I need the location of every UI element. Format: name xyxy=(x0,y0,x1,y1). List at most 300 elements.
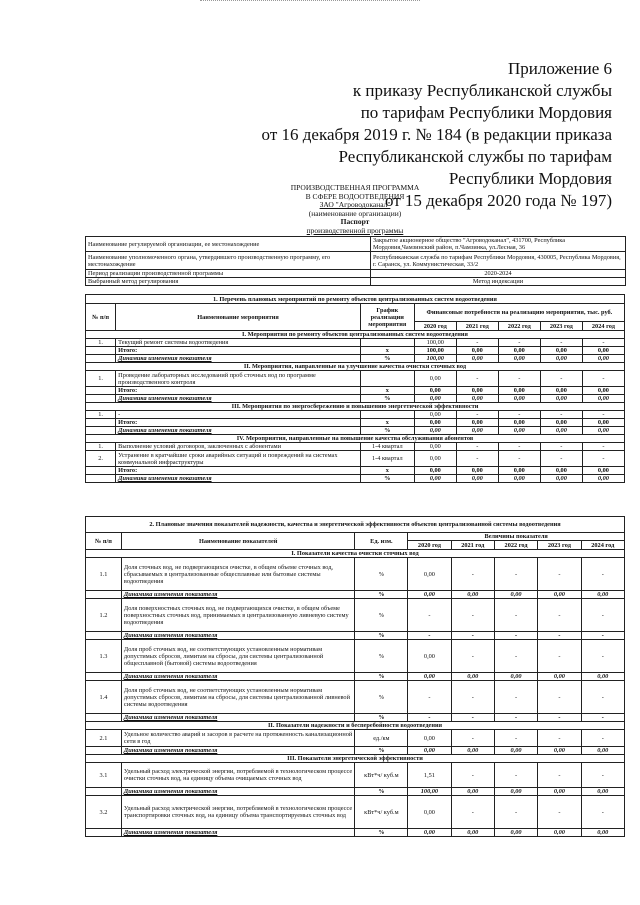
row-value: 0,00 xyxy=(540,475,582,483)
row-value: 0,00 xyxy=(451,591,494,599)
passport-subtitle: производственной программы xyxy=(306,225,404,235)
table-row xyxy=(86,673,625,681)
row-schedule: 1-4 квартал xyxy=(360,451,414,467)
row-name: Динамика изменения показателя xyxy=(121,747,355,755)
row-number xyxy=(86,714,122,722)
row-value: 100,00 xyxy=(414,355,456,363)
table-row xyxy=(86,451,625,467)
row-value: - xyxy=(581,730,624,747)
row-value: - xyxy=(582,411,624,419)
section-row xyxy=(86,403,625,411)
row-value: 1,51 xyxy=(408,763,451,788)
table-row xyxy=(86,427,625,435)
section-title: II. Мероприятия, направленные на улучшение качества очистки сточных вод xyxy=(86,363,625,371)
table-row xyxy=(86,599,625,632)
row-name: Проведение лабораторных исследований проб сточных вод по программе производственного контроля xyxy=(116,371,361,387)
row-schedule xyxy=(360,339,414,347)
row-unit: % xyxy=(355,714,408,722)
section-row xyxy=(86,363,625,371)
row-value: - xyxy=(538,796,581,829)
row-name: Итого: xyxy=(116,419,361,427)
row-number xyxy=(86,788,122,796)
passport-row xyxy=(86,252,626,270)
row-value: 0,00 xyxy=(582,475,624,483)
row-schedule: x xyxy=(360,347,414,355)
row-value: 0,00 xyxy=(498,387,540,395)
row-value: - xyxy=(451,730,494,747)
passport-label: Наименование регулируемой организации, ее местонахождение xyxy=(86,237,371,252)
year-header: 2023 год xyxy=(540,322,582,331)
row-value: - xyxy=(540,451,582,467)
row-number xyxy=(86,387,116,395)
row-value: - xyxy=(451,640,494,673)
appendix-line: Приложение 6 xyxy=(508,59,612,78)
passport-label: Наименование уполномоченного органа, утвердившего производственную программу, его местонахождение xyxy=(86,252,371,270)
row-name: Динамика изменения показателя xyxy=(121,788,355,796)
row-schedule: x xyxy=(360,387,414,395)
row-value: 0,00 xyxy=(456,419,498,427)
row-value: 0,00 xyxy=(456,475,498,483)
row-value: - xyxy=(581,796,624,829)
row-value: - xyxy=(456,443,498,451)
row-name: Динамика изменения показателя xyxy=(121,632,355,640)
section-row xyxy=(86,755,625,763)
row-schedule xyxy=(360,411,414,419)
passport-value: Республиканская служба по тарифам Республики Мордовия, 430005, Республика Мордовия, г. Саранск, ул. Коммунистическая, 33/2 xyxy=(371,252,626,270)
row-name: Удельное количество аварий и засоров в расчете на протяженность канализационной сети в год xyxy=(121,730,355,747)
row-value: - xyxy=(540,339,582,347)
row-unit: кВт*ч/ куб.м xyxy=(355,763,408,788)
row-number: 1. xyxy=(86,443,116,451)
row-value: - xyxy=(494,714,537,722)
row-number xyxy=(86,427,116,435)
row-value: 0,00 xyxy=(498,475,540,483)
row-number: 1.3 xyxy=(86,640,122,673)
table-row xyxy=(86,475,625,483)
row-value: 0,00 xyxy=(408,730,451,747)
passport-label: Период реализации производственной программы xyxy=(86,270,371,278)
row-value: - xyxy=(581,681,624,714)
passport-row xyxy=(86,278,626,286)
row-value: - xyxy=(451,632,494,640)
row-value: 0,00 xyxy=(582,347,624,355)
row-unit: кВт*ч/ куб.м xyxy=(355,796,408,829)
table-row xyxy=(86,371,625,387)
indicators-table xyxy=(85,516,625,837)
row-number xyxy=(86,475,116,483)
row-value: - xyxy=(538,681,581,714)
row-number xyxy=(86,419,116,427)
row-name: Доля проб сточных вод, не соответствующих установленным нормативам допустимых сбросов, лимитам на сбросы, для системы централизованной общесплавной (бытовой) системы водоотведения xyxy=(121,640,355,673)
row-value: 0,00 xyxy=(538,591,581,599)
row-value: 0,00 xyxy=(408,796,451,829)
row-value: 100,00 xyxy=(414,347,456,355)
row-name: Динамика изменения показателя xyxy=(116,395,361,403)
row-value: 0,00 xyxy=(540,355,582,363)
column-header: № п/п xyxy=(86,304,116,331)
row-value: - xyxy=(408,599,451,632)
row-value: 0,00 xyxy=(498,395,540,403)
row-number: 3.1 xyxy=(86,763,122,788)
row-value: - xyxy=(538,730,581,747)
row-value: - xyxy=(538,558,581,591)
row-value: 0,00 xyxy=(456,395,498,403)
row-value: - xyxy=(494,640,537,673)
row-value: 0,00 xyxy=(408,640,451,673)
passport-table xyxy=(85,236,626,286)
row-number xyxy=(86,591,122,599)
table-title: 1. Перечень плановых мероприятий по ремонту объектов централизованных систем водоотведения xyxy=(86,295,625,304)
row-number: 1. xyxy=(86,371,116,387)
passport-value: Метод индексации xyxy=(371,278,626,286)
appendix-line: по тарифам Республики Мордовия xyxy=(360,103,612,122)
column-header: Ед. изм. xyxy=(355,533,408,550)
row-name: Динамика изменения показателя xyxy=(121,714,355,722)
table-row xyxy=(86,395,625,403)
row-name: Динамика изменения показателя xyxy=(116,355,361,363)
row-value: 0,00 xyxy=(540,467,582,475)
row-value: 0,00 xyxy=(498,427,540,435)
row-value: 0,00 xyxy=(414,427,456,435)
row-value: 0,00 xyxy=(582,467,624,475)
row-value: - xyxy=(538,640,581,673)
row-number xyxy=(86,673,122,681)
row-value: 0,00 xyxy=(498,419,540,427)
year-header: 2020 год xyxy=(414,322,456,331)
row-value: 0,00 xyxy=(498,347,540,355)
row-name: Выполнение условий договоров, заключенных с абонентами xyxy=(116,443,361,451)
row-unit: % xyxy=(355,788,408,796)
table-row xyxy=(86,339,625,347)
passport-title: Паспорт xyxy=(340,217,370,227)
row-unit: % xyxy=(355,673,408,681)
row-value: 0,00 xyxy=(494,829,537,837)
row-value: 0,00 xyxy=(581,747,624,755)
row-value: 0,00 xyxy=(408,747,451,755)
row-value: 0,00 xyxy=(414,475,456,483)
row-value: 0,00 xyxy=(414,419,456,427)
appendix-line: Республики Мордовия xyxy=(448,169,612,188)
row-unit: ед./км xyxy=(355,730,408,747)
appendix-line: от 15 декабря 2020 года № 197) xyxy=(384,191,612,210)
table-row xyxy=(86,467,625,475)
table-row xyxy=(86,714,625,722)
row-value: - xyxy=(582,443,624,451)
row-number xyxy=(86,347,116,355)
program-title: ПРОИЗВОДСТВЕННАЯ ПРОГРАММА xyxy=(290,183,420,192)
row-value: 0,00 xyxy=(414,411,456,419)
column-header: Наименование показателей xyxy=(121,533,355,550)
row-unit: % xyxy=(355,681,408,714)
row-value: - xyxy=(582,339,624,347)
row-value: - xyxy=(451,763,494,788)
year-header: 2024 год xyxy=(582,322,624,331)
row-value: 0,00 xyxy=(581,673,624,681)
table-row xyxy=(86,419,625,427)
passport-label: Выбранный метод регулирования xyxy=(86,278,371,286)
row-value: - xyxy=(451,599,494,632)
row-value: - xyxy=(498,371,540,387)
row-value: 100,00 xyxy=(408,788,451,796)
row-value: 0,00 xyxy=(414,451,456,467)
table-title: 2. Плановые значения показателей надежности, качества и энергетической эффективности объектов централизованной системы водоотведения xyxy=(86,517,625,533)
organization-name: ЗАО "Агроводоканал" xyxy=(319,200,391,210)
row-value: - xyxy=(456,451,498,467)
section-title: III. Показатели энергетической эффективности xyxy=(86,755,625,763)
row-value: 0,00 xyxy=(456,427,498,435)
year-header: 2022 год xyxy=(494,541,537,550)
row-name: Доля проб сточных вод, не соответствующих установленным нормативам допустимых сбросов, лимитам на сбросы, для системы централизованной ливневой системы водоотведения xyxy=(121,681,355,714)
table-row xyxy=(86,763,625,788)
organization-caption: (наименование организации) xyxy=(308,208,402,218)
year-header: 2021 год xyxy=(451,541,494,550)
row-value: 0,00 xyxy=(414,371,456,387)
column-header: Наименование мероприятия xyxy=(116,304,361,331)
row-number xyxy=(86,355,116,363)
row-value: - xyxy=(498,451,540,467)
row-value: 0,00 xyxy=(408,829,451,837)
column-header: № п/п xyxy=(86,533,122,550)
row-number xyxy=(86,395,116,403)
row-value: - xyxy=(538,763,581,788)
table-row xyxy=(86,796,625,829)
row-unit: % xyxy=(355,591,408,599)
row-name: Динамика изменения показателя xyxy=(116,475,361,483)
row-value: - xyxy=(538,599,581,632)
appendix-line: к приказу Республиканской службы xyxy=(352,81,612,100)
row-name: Динамика изменения показателя xyxy=(121,673,355,681)
row-value: - xyxy=(581,640,624,673)
year-header: 2020 год xyxy=(408,541,451,550)
row-value: 0,00 xyxy=(456,387,498,395)
row-name: Доля поверхностных сточных вод, не подвергающихся очистке, в общем объеме поверхностных сточных вод, принимаемых в централизованную ливневую систему водоотведения xyxy=(121,599,355,632)
row-name: Динамика изменения показателя xyxy=(121,829,355,837)
row-value: - xyxy=(498,443,540,451)
table-row xyxy=(86,747,625,755)
row-value: 0,00 xyxy=(581,829,624,837)
row-schedule: % xyxy=(360,427,414,435)
row-schedule: % xyxy=(360,355,414,363)
table-row xyxy=(86,640,625,673)
row-value: - xyxy=(498,339,540,347)
table-row xyxy=(86,387,625,395)
table-row xyxy=(86,591,625,599)
section-row xyxy=(86,722,625,730)
table-title-row xyxy=(86,295,625,304)
row-value: 0,00 xyxy=(494,591,537,599)
row-schedule: % xyxy=(360,475,414,483)
row-value: 0,00 xyxy=(408,558,451,591)
row-value: - xyxy=(494,558,537,591)
row-number: 3.2 xyxy=(86,796,122,829)
column-header: График реализации мероприятия xyxy=(360,304,414,331)
row-value: - xyxy=(451,558,494,591)
row-value: - xyxy=(540,371,582,387)
row-value: - xyxy=(581,599,624,632)
column-header: Величины показателя xyxy=(408,533,625,541)
row-value: 0,00 xyxy=(581,591,624,599)
program-heading xyxy=(85,184,625,236)
row-value: - xyxy=(494,599,537,632)
row-number: 2.1 xyxy=(86,730,122,747)
row-name: Итого: xyxy=(116,347,361,355)
table-row xyxy=(86,355,625,363)
table-row xyxy=(86,788,625,796)
row-schedule: % xyxy=(360,395,414,403)
row-value: 0,00 xyxy=(582,427,624,435)
row-value: - xyxy=(451,714,494,722)
row-unit: % xyxy=(355,829,408,837)
row-value: - xyxy=(408,632,451,640)
table-header-row xyxy=(86,533,625,541)
row-value: - xyxy=(498,411,540,419)
table-row xyxy=(86,730,625,747)
row-value: 0,00 xyxy=(582,419,624,427)
row-value: 0,00 xyxy=(581,788,624,796)
row-value: 0,00 xyxy=(582,395,624,403)
row-value: 0,00 xyxy=(582,355,624,363)
appendix-line: Республиканской службы по тарифам xyxy=(338,147,612,166)
row-unit: % xyxy=(355,747,408,755)
year-header: 2024 год xyxy=(581,541,624,550)
row-number: 1.4 xyxy=(86,681,122,714)
row-value: 100,00 xyxy=(414,339,456,347)
scan-top-marks xyxy=(200,0,420,6)
year-header: 2023 год xyxy=(538,541,581,550)
table-row xyxy=(86,558,625,591)
row-value: - xyxy=(451,796,494,829)
row-value: 0,00 xyxy=(494,788,537,796)
section-row xyxy=(86,550,625,558)
row-unit: % xyxy=(355,558,408,591)
row-value: 0,00 xyxy=(408,591,451,599)
section-title: II. Показатели надежности и бесперебойности водоотведения xyxy=(86,722,625,730)
row-unit: % xyxy=(355,640,408,673)
row-value: - xyxy=(494,796,537,829)
row-value: 0,00 xyxy=(538,829,581,837)
row-name: Устранение в кратчайшие сроки аварийных ситуаций и повреждений на системах коммунальной инфраструктуры xyxy=(116,451,361,467)
section-title: I. Мероприятия по ремонту объектов централизованных систем водоотведения xyxy=(86,331,625,339)
row-number: 1. xyxy=(86,411,116,419)
row-value: 0,00 xyxy=(538,673,581,681)
row-value: 0,00 xyxy=(414,387,456,395)
row-name: Динамика изменения показателя xyxy=(121,591,355,599)
row-number: 1. xyxy=(86,339,116,347)
row-number xyxy=(86,747,122,755)
row-value: 0,00 xyxy=(538,747,581,755)
section-title: III. Мероприятия по энергосбережению и повышению энергетической эффективности xyxy=(86,403,625,411)
row-value: 0,00 xyxy=(494,747,537,755)
table-row xyxy=(86,411,625,419)
row-value: 0,00 xyxy=(451,673,494,681)
row-value: - xyxy=(408,714,451,722)
appendix-line: от 16 декабря 2019 г. № 184 (в редакции приказа xyxy=(261,125,612,144)
row-number xyxy=(86,467,116,475)
row-name: Удельный расход электрической энергии, потребляемой в технологическом процессе очистки сточных вод, на единицу объема очищаемых сточных вод xyxy=(121,763,355,788)
row-value: - xyxy=(494,632,537,640)
table-row xyxy=(86,681,625,714)
row-value: 0,00 xyxy=(414,443,456,451)
row-value: 0,00 xyxy=(451,747,494,755)
table-row xyxy=(86,443,625,451)
row-value: 0,00 xyxy=(456,467,498,475)
row-value: 0,00 xyxy=(538,788,581,796)
row-value: - xyxy=(538,714,581,722)
section-title: IV. Мероприятия, направленные на повышение качества обслуживания абонентов xyxy=(86,435,625,443)
row-value: - xyxy=(582,371,624,387)
row-value: - xyxy=(538,632,581,640)
row-number xyxy=(86,632,122,640)
column-header: Финансовые потребности на реализацию мероприятия, тыс. руб. xyxy=(414,304,624,322)
row-name: Динамика изменения показателя xyxy=(116,427,361,435)
row-value: - xyxy=(456,339,498,347)
row-value: - xyxy=(456,411,498,419)
row-schedule: x xyxy=(360,419,414,427)
row-schedule: 1-4 квартал xyxy=(360,443,414,451)
row-name: Доля сточных вод, не подвергающихся очистке, в общем объеме сточных вод, сбрасываемых в централизованные общесплавные или бытовые системы водоотведения xyxy=(121,558,355,591)
row-value: 0,00 xyxy=(494,673,537,681)
repair-measures-table xyxy=(85,294,625,483)
row-value: - xyxy=(581,763,624,788)
row-value: 0,00 xyxy=(456,347,498,355)
row-value: - xyxy=(582,451,624,467)
table-title-row xyxy=(86,517,625,533)
table-row xyxy=(86,829,625,837)
row-value: 0,00 xyxy=(414,395,456,403)
row-value: 0,00 xyxy=(498,355,540,363)
row-schedule: x xyxy=(360,467,414,475)
row-unit: % xyxy=(355,599,408,632)
section-row xyxy=(86,331,625,339)
row-value: - xyxy=(540,411,582,419)
row-value: - xyxy=(451,681,494,714)
row-value: 0,00 xyxy=(451,788,494,796)
row-schedule xyxy=(360,371,414,387)
row-number: 1.2 xyxy=(86,599,122,632)
row-value: 0,00 xyxy=(414,467,456,475)
row-value: 0,00 xyxy=(540,387,582,395)
table-row xyxy=(86,347,625,355)
passport-row xyxy=(86,270,626,278)
row-name: Удельный расход электрической энергии, потребляемой в технологическом процессе транспортировки сточных вод, на единицу объема транспортируемых сточных вод xyxy=(121,796,355,829)
row-value: - xyxy=(494,730,537,747)
row-name: Итого: xyxy=(116,387,361,395)
row-name: Текущий ремонт системы водоотведения xyxy=(116,339,361,347)
row-value: - xyxy=(494,763,537,788)
passport-value: Закрытое акционерное общество "Агроводоканал", 431700, Республика Мордовия,Чамзинский район, п.Чамзинка, ул.Лесная, 36 xyxy=(371,237,626,252)
row-value: - xyxy=(581,632,624,640)
section-row xyxy=(86,435,625,443)
passport-row xyxy=(86,237,626,252)
row-value: 0,00 xyxy=(540,347,582,355)
program-subtitle: В СФЕРЕ ВОДООТВЕДЕНИЯ xyxy=(305,191,405,201)
row-value: - xyxy=(581,714,624,722)
section-title: I. Показатели качества очистки сточных вод xyxy=(86,550,625,558)
row-value: - xyxy=(456,371,498,387)
table-row xyxy=(86,632,625,640)
table-header-row xyxy=(86,304,625,322)
row-value: 0,00 xyxy=(540,395,582,403)
year-header: 2021 год xyxy=(456,322,498,331)
row-value: 0,00 xyxy=(456,355,498,363)
row-value: 0,00 xyxy=(408,673,451,681)
row-number xyxy=(86,829,122,837)
year-header: 2022 год xyxy=(498,322,540,331)
row-name: - xyxy=(116,411,361,419)
row-value: 0,00 xyxy=(451,829,494,837)
row-value: 0,00 xyxy=(582,387,624,395)
row-value: - xyxy=(540,443,582,451)
